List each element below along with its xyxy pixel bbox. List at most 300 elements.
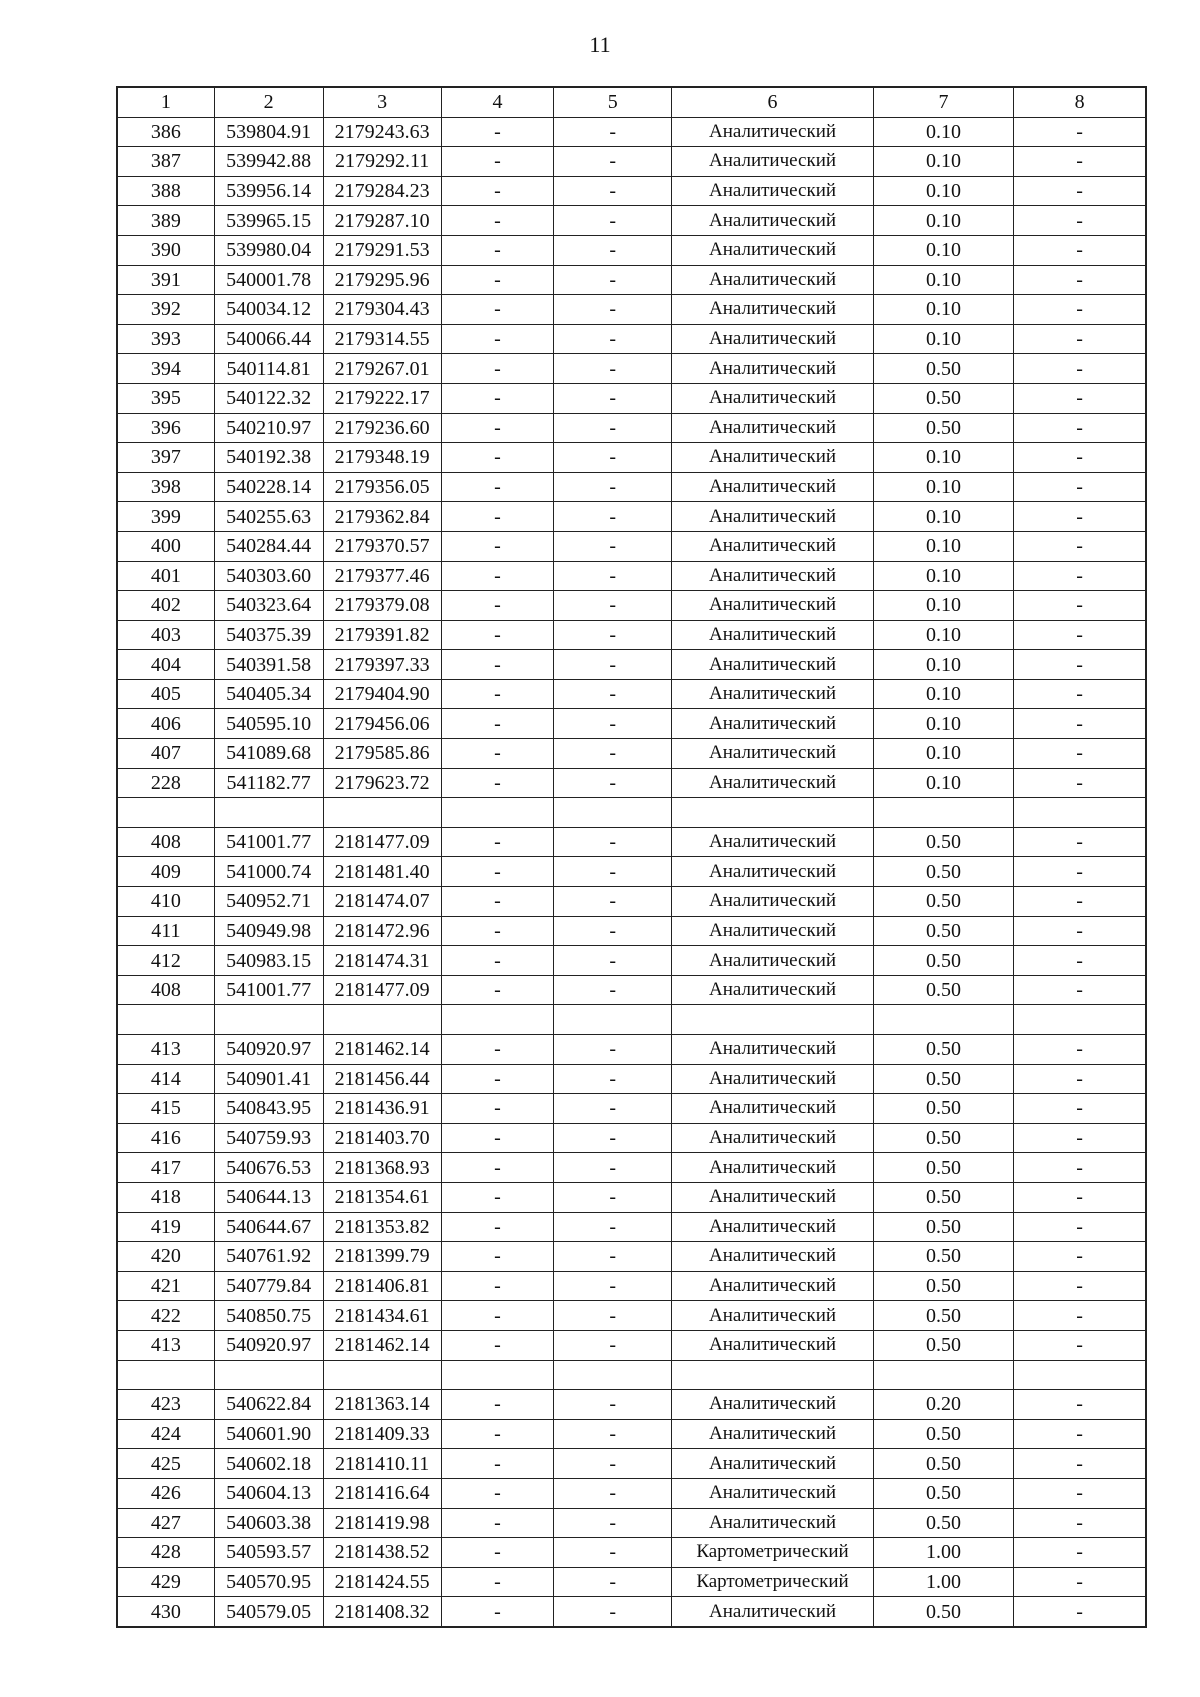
cell-col-4: - [441, 591, 553, 621]
cell-coord-y: 2181456.44 [323, 1064, 441, 1094]
cell-col-4: - [441, 1301, 553, 1331]
cell-coord-y: 2181472.96 [323, 916, 441, 946]
cell-coord-x: 540255.63 [214, 502, 323, 532]
cell-coord-y: 2179456.06 [323, 709, 441, 739]
cell-col-8: - [1014, 1567, 1146, 1597]
cell-method: Аналитический [672, 472, 873, 502]
table-row [117, 975, 1146, 1005]
cell-col-8: - [1014, 354, 1146, 384]
cell-col-5: - [554, 235, 672, 265]
cell-accuracy: 0.10 [873, 531, 1013, 561]
table-row [117, 117, 1146, 147]
cell-coord-x: 540192.38 [214, 443, 323, 473]
table-row [117, 1242, 1146, 1272]
cell-col-4: - [441, 561, 553, 591]
cell-accuracy: 0.10 [873, 206, 1013, 236]
cell-accuracy: 0.10 [873, 591, 1013, 621]
cell-col-4: - [441, 679, 553, 709]
cell-coord-y [323, 1360, 441, 1390]
cell-col-8: - [1014, 916, 1146, 946]
cell-col-8: - [1014, 768, 1146, 798]
cell-col-8: - [1014, 1449, 1146, 1479]
table-row [117, 1449, 1146, 1479]
cell-accuracy: 0.50 [873, 1419, 1013, 1449]
cell-accuracy: 0.10 [873, 472, 1013, 502]
cell-coord-y: 2181399.79 [323, 1242, 441, 1272]
table-row [117, 1271, 1146, 1301]
cell-coord-x: 540579.05 [214, 1597, 323, 1627]
cell-point-number: 398 [117, 472, 214, 502]
cell-col-4: - [441, 235, 553, 265]
cell-coord-x: 541001.77 [214, 975, 323, 1005]
cell-coord-x: 539804.91 [214, 117, 323, 147]
cell-method: Аналитический [672, 1094, 873, 1124]
cell-coord-x: 540622.84 [214, 1390, 323, 1420]
cell-method: Аналитический [672, 946, 873, 976]
cell-col-8: - [1014, 265, 1146, 295]
cell-col-4: - [441, 1449, 553, 1479]
table-row [117, 827, 1146, 857]
cell-point-number: 405 [117, 679, 214, 709]
cell-method: Аналитический [672, 1597, 873, 1627]
cell-method: Аналитический [672, 827, 873, 857]
cell-coord-y: 2181416.64 [323, 1478, 441, 1508]
cell-coord-x: 540920.97 [214, 1035, 323, 1065]
cell-method: Аналитический [672, 857, 873, 887]
cell-point-number: 416 [117, 1123, 214, 1153]
cell-col-8: - [1014, 1271, 1146, 1301]
cell-col-4: - [441, 354, 553, 384]
cell-accuracy: 0.50 [873, 1478, 1013, 1508]
cell-point-number: 387 [117, 147, 214, 177]
cell-col-5: - [554, 472, 672, 502]
page-number: 11 [589, 32, 611, 57]
cell-col-5: - [554, 1301, 672, 1331]
cell-col-5: - [554, 1212, 672, 1242]
cell-coord-y: 2179287.10 [323, 206, 441, 236]
cell-coord-x: 540284.44 [214, 531, 323, 561]
cell-method: Аналитический [672, 502, 873, 532]
cell-accuracy: 0.50 [873, 1242, 1013, 1272]
table-row [117, 887, 1146, 917]
cell-accuracy: 0.50 [873, 1330, 1013, 1360]
table-row [117, 443, 1146, 473]
cell-point-number: 410 [117, 887, 214, 917]
cell-point-number: 391 [117, 265, 214, 295]
cell-coord-y: 2179284.23 [323, 176, 441, 206]
cell-col-8: - [1014, 117, 1146, 147]
cell-coord-x: 540601.90 [214, 1419, 323, 1449]
cell-col-5: - [554, 354, 672, 384]
cell-col-4: - [441, 1271, 553, 1301]
cell-coord-y: 2181406.81 [323, 1271, 441, 1301]
cell-coord-x: 540952.71 [214, 887, 323, 917]
cell-point-number: 392 [117, 295, 214, 325]
cell-col-5: - [554, 827, 672, 857]
cell-coord-x: 540066.44 [214, 324, 323, 354]
cell-coord-x: 540122.32 [214, 383, 323, 413]
cell-method: Аналитический [672, 1301, 873, 1331]
cell-coord-y: 2181436.91 [323, 1094, 441, 1124]
cell-col-4: - [441, 916, 553, 946]
cell-col-4: - [441, 1242, 553, 1272]
cell-col-5: - [554, 1330, 672, 1360]
cell-coord-y: 2181363.14 [323, 1390, 441, 1420]
cell-coord-y: 2181462.14 [323, 1035, 441, 1065]
cell-coord-y: 2179379.08 [323, 591, 441, 621]
cell-coord-x: 541000.74 [214, 857, 323, 887]
cell-coord-x [214, 798, 323, 828]
cell-col-8: - [1014, 1153, 1146, 1183]
cell-coord-x [214, 1360, 323, 1390]
cell-col-5: - [554, 946, 672, 976]
cell-col-5: - [554, 324, 672, 354]
column-header-3: 3 [323, 87, 441, 117]
cell-accuracy [873, 798, 1013, 828]
cell-accuracy: 1.00 [873, 1567, 1013, 1597]
table-row [117, 857, 1146, 887]
cell-col-4: - [441, 117, 553, 147]
cell-coord-x: 540228.14 [214, 472, 323, 502]
cell-coord-x: 540114.81 [214, 354, 323, 384]
separator-row [117, 1360, 1146, 1390]
cell-col-5: - [554, 413, 672, 443]
cell-coord-y: 2181424.55 [323, 1567, 441, 1597]
cell-method: Аналитический [672, 206, 873, 236]
cell-point-number: 428 [117, 1538, 214, 1568]
cell-col-8: - [1014, 295, 1146, 325]
cell-coord-x: 540983.15 [214, 946, 323, 976]
cell-col-5: - [554, 443, 672, 473]
cell-col-8: - [1014, 1478, 1146, 1508]
cell-col-8: - [1014, 1538, 1146, 1568]
cell-coord-x: 540391.58 [214, 650, 323, 680]
table-row [117, 739, 1146, 769]
table-row [117, 413, 1146, 443]
column-header-4: 4 [441, 87, 553, 117]
cell-col-8: - [1014, 650, 1146, 680]
cell-method: Аналитический [672, 1330, 873, 1360]
table-row [117, 709, 1146, 739]
cell-accuracy: 0.10 [873, 768, 1013, 798]
cell-coord-x: 540850.75 [214, 1301, 323, 1331]
cell-coord-x: 540949.98 [214, 916, 323, 946]
cell-method: Аналитический [672, 1064, 873, 1094]
cell-method: Аналитический [672, 295, 873, 325]
cell-coord-y: 2179267.01 [323, 354, 441, 384]
cell-col-8: - [1014, 857, 1146, 887]
cell-col-4: - [441, 531, 553, 561]
cell-col-8: - [1014, 561, 1146, 591]
cell-col-5: - [554, 1271, 672, 1301]
cell-col-5: - [554, 502, 672, 532]
table-row [117, 916, 1146, 946]
cell-col-8 [1014, 1005, 1146, 1035]
cell-col-4: - [441, 620, 553, 650]
cell-coord-x: 539956.14 [214, 176, 323, 206]
cell-accuracy: 0.10 [873, 561, 1013, 591]
cell-accuracy: 1.00 [873, 1538, 1013, 1568]
cell-point-number: 421 [117, 1271, 214, 1301]
cell-coord-x: 540761.92 [214, 1242, 323, 1272]
cell-col-8: - [1014, 620, 1146, 650]
cell-col-8 [1014, 798, 1146, 828]
cell-col-5: - [554, 1182, 672, 1212]
cell-accuracy [873, 1360, 1013, 1390]
cell-method: Аналитический [672, 383, 873, 413]
cell-coord-y: 2181434.61 [323, 1301, 441, 1331]
cell-col-8: - [1014, 709, 1146, 739]
cell-col-4: - [441, 502, 553, 532]
cell-col-4: - [441, 472, 553, 502]
cell-point-number: 397 [117, 443, 214, 473]
table-row [117, 1478, 1146, 1508]
cell-method: Аналитический [672, 768, 873, 798]
cell-col-5: - [554, 265, 672, 295]
cell-coord-x: 540602.18 [214, 1449, 323, 1479]
cell-col-5: - [554, 147, 672, 177]
cell-point-number [117, 798, 214, 828]
cell-method: Аналитический [672, 1153, 873, 1183]
cell-method: Аналитический [672, 1212, 873, 1242]
table-row [117, 679, 1146, 709]
table-row [117, 1064, 1146, 1094]
cell-method: Аналитический [672, 176, 873, 206]
cell-method: Аналитический [672, 916, 873, 946]
cell-col-5: - [554, 176, 672, 206]
cell-col-5: - [554, 1508, 672, 1538]
separator-row [117, 798, 1146, 828]
cell-accuracy: 0.10 [873, 443, 1013, 473]
cell-col-8: - [1014, 383, 1146, 413]
cell-coord-x: 541001.77 [214, 827, 323, 857]
cell-col-5: - [554, 916, 672, 946]
cell-method: Аналитический [672, 561, 873, 591]
cell-coord-y: 2181408.32 [323, 1597, 441, 1627]
table-row [117, 206, 1146, 236]
cell-point-number: 414 [117, 1064, 214, 1094]
cell-method: Аналитический [672, 324, 873, 354]
cell-col-4: - [441, 265, 553, 295]
cell-coord-y: 2179304.43 [323, 295, 441, 325]
cell-accuracy: 0.10 [873, 265, 1013, 295]
cell-coord-x: 540644.67 [214, 1212, 323, 1242]
cell-method: Аналитический [672, 679, 873, 709]
cell-method [672, 1360, 873, 1390]
cell-accuracy: 0.10 [873, 502, 1013, 532]
cell-col-4: - [441, 827, 553, 857]
cell-coord-x: 540644.13 [214, 1182, 323, 1212]
cell-method: Аналитический [672, 413, 873, 443]
cell-accuracy: 0.10 [873, 709, 1013, 739]
cell-col-5: - [554, 650, 672, 680]
cell-col-8: - [1014, 206, 1146, 236]
cell-point-number: 419 [117, 1212, 214, 1242]
table-row [117, 1182, 1146, 1212]
table-row [117, 591, 1146, 621]
cell-accuracy: 0.50 [873, 1301, 1013, 1331]
table-row [117, 147, 1146, 177]
cell-col-4 [441, 1360, 553, 1390]
header-row [117, 87, 1146, 117]
cell-col-4: - [441, 1035, 553, 1065]
cell-col-8: - [1014, 1035, 1146, 1065]
cell-accuracy: 0.50 [873, 1094, 1013, 1124]
cell-col-4: - [441, 443, 553, 473]
cell-point-number: 386 [117, 117, 214, 147]
cell-coord-y: 2179295.96 [323, 265, 441, 295]
table-row [117, 1538, 1146, 1568]
table-row [117, 946, 1146, 976]
table-row [117, 354, 1146, 384]
cell-col-4: - [441, 147, 553, 177]
cell-col-4: - [441, 1330, 553, 1360]
cell-accuracy: 0.50 [873, 1508, 1013, 1538]
cell-col-5: - [554, 1123, 672, 1153]
cell-col-8 [1014, 1360, 1146, 1390]
cell-col-5: - [554, 1390, 672, 1420]
cell-point-number: 425 [117, 1449, 214, 1479]
cell-col-5: - [554, 383, 672, 413]
cell-col-8: - [1014, 946, 1146, 976]
table-row [117, 502, 1146, 532]
cell-accuracy: 0.50 [873, 1597, 1013, 1627]
cell-accuracy: 0.10 [873, 117, 1013, 147]
cell-col-5: - [554, 1153, 672, 1183]
cell-method: Аналитический [672, 265, 873, 295]
cell-accuracy: 0.10 [873, 679, 1013, 709]
cell-method: Аналитический [672, 650, 873, 680]
cell-accuracy: 0.10 [873, 235, 1013, 265]
cell-coord-y: 2179314.55 [323, 324, 441, 354]
cell-coord-y: 2179377.46 [323, 561, 441, 591]
cell-point-number: 424 [117, 1419, 214, 1449]
cell-col-8: - [1014, 1094, 1146, 1124]
column-header-5: 5 [554, 87, 672, 117]
cell-accuracy: 0.50 [873, 413, 1013, 443]
cell-method: Аналитический [672, 1390, 873, 1420]
cell-col-4: - [441, 1153, 553, 1183]
cell-coord-x: 540034.12 [214, 295, 323, 325]
cell-col-8: - [1014, 1301, 1146, 1331]
cell-col-8: - [1014, 443, 1146, 473]
cell-col-8: - [1014, 739, 1146, 769]
cell-col-5: - [554, 1094, 672, 1124]
cell-col-8: - [1014, 1597, 1146, 1627]
table-row [117, 1390, 1146, 1420]
cell-point-number: 409 [117, 857, 214, 887]
cell-coord-y: 2181477.09 [323, 975, 441, 1005]
cell-col-4 [441, 1005, 553, 1035]
cell-point-number: 400 [117, 531, 214, 561]
table-row [117, 561, 1146, 591]
cell-col-5 [554, 798, 672, 828]
cell-coord-y: 2179243.63 [323, 117, 441, 147]
cell-col-8: - [1014, 887, 1146, 917]
cell-point-number: 411 [117, 916, 214, 946]
cell-coord-y: 2179236.60 [323, 413, 441, 443]
cell-coord-y: 2179370.57 [323, 531, 441, 561]
cell-coord-x: 541089.68 [214, 739, 323, 769]
table-row [117, 1508, 1146, 1538]
cell-col-8: - [1014, 1419, 1146, 1449]
cell-method: Картометрический [672, 1538, 873, 1568]
cell-accuracy: 0.50 [873, 354, 1013, 384]
cell-col-8: - [1014, 1123, 1146, 1153]
cell-accuracy: 0.50 [873, 1212, 1013, 1242]
column-header-1: 1 [117, 87, 214, 117]
cell-col-5: - [554, 1597, 672, 1627]
cell-point-number: 396 [117, 413, 214, 443]
cell-accuracy: 0.10 [873, 176, 1013, 206]
cell-coord-y: 2181474.07 [323, 887, 441, 917]
cell-method: Аналитический [672, 975, 873, 1005]
cell-coord-x: 540593.57 [214, 1538, 323, 1568]
cell-coord-x: 541182.77 [214, 768, 323, 798]
cell-point-number: 393 [117, 324, 214, 354]
cell-col-5: - [554, 1478, 672, 1508]
cell-method: Аналитический [672, 709, 873, 739]
cell-coord-y: 2179292.11 [323, 147, 441, 177]
cell-method: Аналитический [672, 1419, 873, 1449]
cell-point-number: 390 [117, 235, 214, 265]
cell-coord-y: 2179391.82 [323, 620, 441, 650]
cell-col-4: - [441, 1597, 553, 1627]
cell-accuracy: 0.10 [873, 295, 1013, 325]
cell-method: Аналитический [672, 1123, 873, 1153]
cell-accuracy: 0.10 [873, 147, 1013, 177]
cell-coord-y [323, 1005, 441, 1035]
cell-col-5: - [554, 709, 672, 739]
cell-point-number: 408 [117, 975, 214, 1005]
cell-point-number: 423 [117, 1390, 214, 1420]
cell-col-8: - [1014, 1390, 1146, 1420]
cell-method: Аналитический [672, 531, 873, 561]
cell-method: Аналитический [672, 117, 873, 147]
cell-coord-y: 2179356.05 [323, 472, 441, 502]
cell-point-number: 430 [117, 1597, 214, 1627]
cell-col-8: - [1014, 1182, 1146, 1212]
table-row [117, 383, 1146, 413]
cell-accuracy: 0.50 [873, 1123, 1013, 1153]
cell-col-5: - [554, 887, 672, 917]
coordinates-table [116, 86, 1147, 1628]
cell-accuracy: 0.20 [873, 1390, 1013, 1420]
cell-method [672, 1005, 873, 1035]
cell-col-4: - [441, 946, 553, 976]
cell-accuracy: 0.10 [873, 739, 1013, 769]
table-row [117, 1330, 1146, 1360]
cell-col-8: - [1014, 827, 1146, 857]
cell-coord-x [214, 1005, 323, 1035]
cell-col-5 [554, 1360, 672, 1390]
cell-coord-y [323, 798, 441, 828]
table-row [117, 1094, 1146, 1124]
cell-col-8: - [1014, 176, 1146, 206]
cell-col-5: - [554, 117, 672, 147]
cell-method [672, 798, 873, 828]
cell-point-number: 228 [117, 768, 214, 798]
cell-accuracy: 0.50 [873, 887, 1013, 917]
cell-method: Аналитический [672, 354, 873, 384]
cell-col-8: - [1014, 324, 1146, 354]
cell-coord-x: 540920.97 [214, 1330, 323, 1360]
cell-coord-y: 2179397.33 [323, 650, 441, 680]
cell-col-8: - [1014, 472, 1146, 502]
table-row [117, 1153, 1146, 1183]
table-row [117, 1597, 1146, 1627]
cell-coord-y: 2181410.11 [323, 1449, 441, 1479]
